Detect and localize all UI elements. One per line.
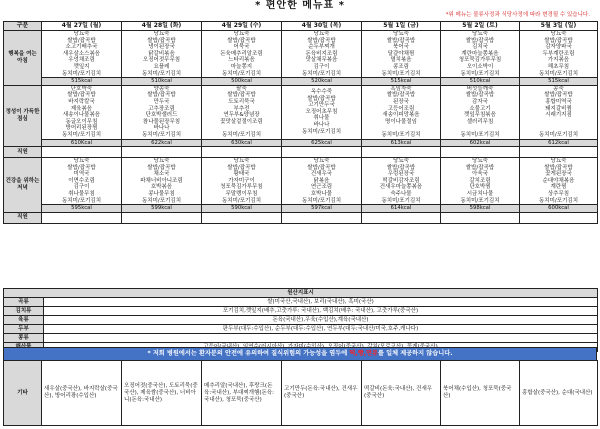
menu-item: 쌀밥/잡곡밥 bbox=[147, 92, 176, 99]
menu-item: 계란찜 bbox=[550, 184, 567, 191]
menu-item: 동치미/포기김치 bbox=[141, 197, 182, 204]
menu-item: 고등어조림 bbox=[387, 105, 415, 112]
menu-item: 당뇨죽 bbox=[472, 31, 488, 37]
kcal-value: 600kcal bbox=[520, 205, 598, 213]
menu-item: 쌀밥/잡곡밥 bbox=[227, 164, 256, 171]
menu-item: 감자양파국 bbox=[545, 44, 572, 51]
menu-item: 건새우국 bbox=[310, 171, 333, 178]
menu-item: 돼지갈비찜 bbox=[545, 105, 572, 112]
etc-detail: 오징어젓(중국산), 도토리묵(중국산), 제육쌈(중국산), 너비아니(돈육:국내산) bbox=[122, 361, 202, 426]
menu-item: 계란마늘쫑볶음 bbox=[461, 50, 499, 57]
origin-detail bbox=[44, 334, 598, 343]
menu-item: 파채너비아니조림 bbox=[140, 177, 183, 184]
menu-item: 우엉채조림 bbox=[68, 57, 95, 64]
empty-cell bbox=[282, 147, 362, 158]
menu-cell bbox=[362, 158, 441, 205]
menu-item: 깻잎무침볶음 bbox=[464, 112, 496, 119]
etc-detail: 메추리알(국내산), 후랑크(돈육:국내산), 부대찌개햄(돈육:국내산), 청포묵(중국산) bbox=[202, 361, 282, 426]
menu-item: 쌀밥/잡곡밥 bbox=[67, 164, 96, 171]
menu-item: 동치미/포기김치 bbox=[301, 197, 342, 204]
banner-text: * 저희 병원에서는 환자분의 안전에 유의하여 질식위험의 가능성을 염두에 bbox=[147, 350, 348, 357]
origin-row bbox=[4, 316, 598, 325]
menu-item: 당뇨죽 bbox=[73, 31, 90, 37]
meal-row bbox=[4, 85, 598, 139]
menu-item: 바지락칼국 bbox=[68, 98, 95, 105]
header-row bbox=[4, 22, 598, 31]
day-header: 5월 2일 (토) bbox=[441, 22, 520, 31]
menu-item: 당뇨죽 bbox=[153, 31, 170, 37]
menu-item: 김구이 bbox=[313, 63, 330, 70]
meal-label: 행복을 여는 아침 bbox=[4, 31, 42, 86]
section-header: 구분 bbox=[4, 22, 42, 31]
menu-item: 시금치나물 bbox=[466, 191, 494, 198]
page-title: * 편안한 메뉴표 * bbox=[255, 0, 345, 11]
menu-cell bbox=[520, 85, 598, 139]
menu-item: 당뇨죽 bbox=[153, 158, 170, 165]
menu-item: 김구이 bbox=[73, 184, 90, 191]
menu-item: 새송이피망볶음 bbox=[382, 112, 420, 119]
menu-item: 북어국 bbox=[393, 44, 409, 51]
kcal-value: 610Kcal bbox=[42, 139, 122, 147]
empty-cell bbox=[441, 212, 520, 223]
menu-item: 쌀밥/잡곡밥 bbox=[227, 37, 256, 44]
etc-detail: 고기만두(돈육:국내산), 건새우(중국산) bbox=[282, 361, 362, 426]
menu-item: 동치미/포기김치 bbox=[221, 70, 262, 77]
kcal-row bbox=[4, 139, 598, 147]
kcal-value: 515kcal bbox=[42, 78, 122, 86]
kcal-value: 598kcal bbox=[441, 205, 520, 213]
origin-row bbox=[4, 298, 598, 307]
empty-cell bbox=[441, 147, 520, 158]
menu-item: 동치미/포기김치 bbox=[381, 197, 421, 204]
menu-item bbox=[363, 125, 439, 132]
menu-item: 된장국 bbox=[393, 98, 409, 105]
origin-detail: 포기김치,깻잎지(배추,고춧가루: 국내산), 백김치(배추: 국내산), 고춧가루(중국산) bbox=[44, 307, 598, 316]
menu-item: 해초무침 bbox=[547, 63, 570, 70]
safety-banner bbox=[3, 347, 597, 361]
menu-cell bbox=[202, 158, 282, 205]
meal-row bbox=[4, 31, 598, 78]
kcal-value: 500kcal bbox=[202, 78, 282, 86]
menu-item: 동치미/포기김치 bbox=[381, 131, 421, 138]
menu-item: 고추장조림 bbox=[148, 105, 175, 112]
kcal-row bbox=[4, 78, 598, 86]
kcal-value: 625kcal bbox=[282, 139, 362, 147]
menu-item: 당뇨죽 bbox=[550, 158, 567, 165]
menu-cell bbox=[441, 31, 520, 78]
menu-item: 쌀밥/잡곡밥 bbox=[386, 92, 416, 99]
menu-item: 소불고기 bbox=[469, 105, 491, 112]
menu-item: 쌀밥/잡곡밥 bbox=[147, 37, 176, 44]
origin-detail: 돈육(국내산),우육(수입산),계육(국내산) bbox=[44, 316, 598, 325]
menu-cell bbox=[362, 85, 441, 139]
menu-item: 당뇨죽 bbox=[472, 158, 488, 165]
weekly-menu-table bbox=[3, 21, 598, 224]
empty-cell bbox=[282, 212, 362, 223]
menu-item: 새우살소스볶음 bbox=[62, 50, 101, 57]
empty-cell bbox=[122, 212, 202, 223]
menu-item: 당뇨죽 bbox=[313, 31, 330, 37]
origin-row bbox=[4, 307, 598, 316]
menu-item: 순대야채볶음 bbox=[542, 177, 575, 184]
menu-item: 동치미/포기김치 bbox=[460, 197, 500, 204]
menu-cell bbox=[362, 31, 441, 78]
menu-cell bbox=[42, 31, 122, 78]
menu-item: 쌀밥/잡곡밥 bbox=[307, 37, 336, 44]
origin-category: 두부 bbox=[4, 325, 44, 334]
menu-item: 채소국 bbox=[153, 171, 170, 178]
menu-item: 요플레 bbox=[153, 63, 170, 70]
menu-item: 오징어젓무무침 bbox=[142, 57, 181, 64]
menu-item: 참나물된장무침 bbox=[142, 118, 181, 125]
menu-item: 쌀밥/잡곡밥 bbox=[227, 92, 256, 99]
menu-item: 동치미/포기김치 bbox=[61, 197, 102, 204]
menu-item: 호박나물 bbox=[310, 191, 333, 198]
etc-detail: 떡갈비(돈육:국내산), 건새우(중국산) bbox=[362, 361, 441, 426]
origin-title-row bbox=[4, 289, 598, 298]
empty-cell bbox=[520, 147, 598, 158]
menu-item: 시래기지짐 bbox=[545, 112, 572, 119]
menu-item: 쌀밥/잡곡밥 bbox=[307, 164, 336, 171]
menu-item: 순두부찌개 bbox=[308, 44, 335, 51]
empty-cell bbox=[42, 147, 122, 158]
menu-item: 취나물무침 bbox=[68, 191, 95, 198]
origin-title: 원산지표시 bbox=[4, 289, 598, 298]
empty-cell bbox=[42, 212, 122, 223]
menu-item: 동치미/포기김치 bbox=[221, 197, 262, 204]
menu-item: 연근조림 bbox=[310, 184, 333, 191]
etc-row bbox=[4, 361, 598, 426]
menu-item: 돈육메추리알조림 bbox=[220, 50, 263, 57]
day-header: 4월 28일 (화) bbox=[122, 22, 202, 31]
kcal-value: 520kcal bbox=[282, 78, 362, 86]
menu-item: 건새우마늘쫑볶음 bbox=[379, 184, 423, 191]
menu-cell bbox=[202, 85, 282, 139]
empty-cell bbox=[362, 212, 441, 223]
origin-category: 곡류 bbox=[4, 298, 44, 307]
menu-item: 쌀밥/잡곡밥 bbox=[147, 164, 176, 171]
menu-item: 바나나 bbox=[313, 122, 330, 129]
kcal-value: 612kcal bbox=[520, 139, 598, 147]
banner-text-end: 를 일체 제공하지 않습니다. bbox=[377, 350, 453, 357]
empty-cell bbox=[202, 147, 282, 158]
day-header: 5월 3일 (일) bbox=[520, 22, 598, 31]
menu-item: 당뇨죽 bbox=[73, 158, 90, 165]
menu-item: 도토리묵국 bbox=[228, 98, 255, 105]
kcal-value: 622kcal bbox=[122, 139, 202, 147]
menu-cell bbox=[42, 85, 122, 139]
origin-table bbox=[3, 288, 598, 352]
origin-category: 김치류 bbox=[4, 307, 44, 316]
menu-item: 동치미/포기김치 bbox=[61, 70, 102, 77]
menu-item: 갈치조림 bbox=[469, 177, 491, 184]
menu-item: 오징어초무침 bbox=[305, 108, 338, 115]
menu-item: 멸치볶음 bbox=[390, 57, 412, 64]
etc-detail: 흥합살(중국산), 순대(국내산) bbox=[520, 361, 598, 426]
meal-label: 건강을 위하는 저녁 bbox=[4, 158, 42, 213]
menu-item: 취나물 bbox=[313, 115, 330, 122]
menu-item: 콩조림 bbox=[393, 63, 409, 70]
menu-item: 옥수수죽 bbox=[310, 89, 333, 96]
menu-item: 명이나물절임 bbox=[385, 118, 417, 125]
menu-item: 동치미/포기김치 bbox=[301, 128, 342, 135]
menu-item: 깻잎지 bbox=[73, 63, 90, 70]
staff-row bbox=[4, 212, 598, 223]
menu-item: 돈육비지조림 bbox=[305, 50, 338, 57]
menu-item: 바나나 bbox=[153, 125, 170, 132]
menu-item: 달걀야채찜 bbox=[387, 50, 415, 57]
menu-item: 만두국 bbox=[153, 98, 170, 105]
menu-item: 쌀밥/잡곡밥 bbox=[67, 92, 96, 99]
day-header: 4월 27일 (월) bbox=[42, 22, 122, 31]
menu-item: 버섯들깨죽 bbox=[466, 85, 494, 92]
menu-item: 부추전 bbox=[233, 105, 250, 112]
menu-cell bbox=[282, 31, 362, 78]
menu-item: 쌀밥/잡곡밥 bbox=[544, 164, 573, 171]
menu-item: 동글오이무침 bbox=[65, 118, 98, 125]
menu-item bbox=[521, 119, 596, 126]
kcal-value: 595kcal bbox=[42, 205, 122, 213]
empty-cell bbox=[122, 147, 202, 158]
menu-item: 닭볶음 bbox=[313, 177, 330, 184]
kcal-value: 510kcal bbox=[441, 78, 520, 86]
day-header: 5월 1일 (금) bbox=[362, 22, 441, 31]
menu-item: 동치미/포기김치 bbox=[460, 70, 500, 77]
kcal-value: 613kcal bbox=[362, 139, 441, 147]
menu-item: 냉이된장국 bbox=[148, 44, 175, 51]
menu-item: 동치미/포기김치 bbox=[141, 70, 182, 77]
kcal-value: 515kcal bbox=[362, 78, 441, 86]
menu-item: 소고기배추국 bbox=[65, 44, 98, 51]
menu-item: 당뇨죽 bbox=[233, 31, 250, 37]
kcal-value: 614kcal bbox=[362, 205, 441, 213]
menu-item: 셀러리무침 bbox=[466, 118, 494, 125]
origin-detail: 쌀(미국산,국내산), 보리(국내산), 흑미(국산) bbox=[44, 298, 598, 307]
menu-cell bbox=[202, 31, 282, 78]
menu-item: 쌀밥/잡곡밥 bbox=[386, 37, 416, 44]
menu-item: 꽃맛살겉절이조림 bbox=[220, 118, 263, 125]
empty-cell bbox=[362, 147, 441, 158]
menu-item: 동치미/포기김치 bbox=[538, 197, 579, 204]
meal-label: 직원 bbox=[4, 147, 42, 158]
menu-item: 가지볶음 bbox=[547, 57, 570, 64]
menu-item: 동치미/포기김치 bbox=[460, 131, 500, 138]
menu-item: 어묵국 bbox=[233, 44, 250, 51]
menu-cell bbox=[282, 158, 362, 205]
menu-item: 숙주나물 bbox=[390, 191, 412, 198]
menu-cell bbox=[441, 85, 520, 139]
menu-item: 당뇨죽 bbox=[393, 158, 409, 165]
menu-item: 콩나물무침 bbox=[148, 191, 175, 198]
menu-cell bbox=[441, 158, 520, 205]
menu-item: 청포묵김가루무침 bbox=[220, 184, 263, 191]
menu-item: 느타리볶음 bbox=[228, 57, 255, 64]
menu-item: 쌀밥/잡곡밥 bbox=[544, 92, 573, 99]
origin-detail: 판두부(대두:수입산), 순두부(대두:수입산), 연두부(대두:국내산/미국,호주,캐나다) bbox=[44, 325, 598, 334]
menu-item: 방어리된장찜 bbox=[65, 125, 98, 132]
origin-row bbox=[4, 325, 598, 334]
menu-item: 당뇨죽 bbox=[393, 31, 409, 37]
etc-origin-table bbox=[3, 360, 598, 426]
menu-cell bbox=[282, 85, 362, 139]
etc-detail: 새우살(중국산), 바지락살(중국산), 방어리광(수입산) bbox=[42, 361, 122, 426]
menu-cell bbox=[122, 158, 202, 205]
menu-item: 동치미/포기김치 bbox=[221, 131, 262, 138]
day-header: 4월 30일 (목) bbox=[282, 22, 362, 31]
menu-item: 쌀밥/잡곡밥 bbox=[386, 164, 416, 171]
menu-item: 흑임자죽 bbox=[390, 85, 412, 92]
menu-cell bbox=[122, 31, 202, 78]
menu-item: 단호박샐러드 bbox=[145, 112, 178, 119]
menu-item: 호박볶음 bbox=[150, 184, 173, 191]
day-header: 4월 29일 (수) bbox=[202, 22, 282, 31]
menu-item: 꽃게된장국 bbox=[545, 171, 572, 178]
origin-category: 콩류 bbox=[4, 334, 44, 343]
menu-item: 아욱국 bbox=[472, 171, 488, 178]
menu-item: 오이소박이 bbox=[466, 63, 494, 70]
banner-highlight: 떡,빵,면류 bbox=[349, 350, 378, 357]
menu-item: 쌀밥/잡곡밥 bbox=[465, 92, 495, 99]
menu-item: 당뇨죽 bbox=[550, 31, 567, 37]
origin-category: 육류 bbox=[4, 316, 44, 325]
menu-item: 동치미/포기김치 bbox=[381, 70, 421, 77]
menu-item: 동치미/포기김치 bbox=[538, 70, 579, 77]
menu-item: 황태국 bbox=[233, 171, 250, 178]
menu-item: 팥죽 bbox=[236, 85, 247, 92]
kcal-value: 590kcal bbox=[202, 205, 282, 213]
menu-item: 떡갈비감자조림 bbox=[382, 177, 420, 184]
menu-item: 우렁된장국 bbox=[387, 171, 415, 178]
menu-item: 미역국 bbox=[73, 171, 90, 178]
menu-item: 닭갈비볶음 bbox=[148, 50, 175, 57]
menu-item: 쌀밥/잡곡밥 bbox=[544, 37, 573, 44]
menu-item: 청포묵김가루무침 bbox=[458, 57, 502, 64]
menu-item: 김치국 bbox=[472, 44, 488, 51]
empty-cell bbox=[520, 212, 598, 223]
menu-item: 단호박죽 bbox=[70, 85, 93, 92]
kcal-value: 599kcal bbox=[122, 205, 202, 213]
menu-item: 동치미/포기김치 bbox=[61, 131, 102, 138]
menu-item: 연두부&양념장 bbox=[223, 112, 260, 119]
menu-cell bbox=[520, 158, 598, 205]
menu-item: 콩죽 bbox=[553, 85, 564, 92]
menu-item: 두부계란조림 bbox=[542, 50, 575, 57]
menu-item: 쌀밥/잡곡밥 bbox=[465, 37, 495, 44]
menu-item: 동치미/포기김치 bbox=[141, 131, 182, 138]
menu-item: 마늘쫑지 bbox=[230, 63, 253, 70]
kcal-value: 630kcal bbox=[202, 139, 282, 147]
staff-row bbox=[4, 147, 598, 158]
kcal-value: 602kcal bbox=[441, 139, 520, 147]
etc-label: 기타 bbox=[4, 361, 42, 426]
menu-cell bbox=[520, 31, 598, 78]
kcal-value: 597kcal bbox=[282, 205, 362, 213]
menu-item: 가자미구이 bbox=[228, 177, 255, 184]
menu-item: 양송죽 bbox=[153, 85, 170, 92]
menu-item: 쌀밥/잡곡밥 bbox=[307, 95, 336, 102]
menu-item: 동치미/포기김치 bbox=[538, 131, 579, 138]
menu-item: 흥합미역국 bbox=[545, 98, 572, 105]
meal-label: 정성이 가득한 점심 bbox=[4, 85, 42, 146]
menu-item: 무말랭이무침 bbox=[225, 191, 258, 198]
kcal-value: 515kcal bbox=[520, 78, 598, 86]
menu-item: 쌀밥/잡곡밥 bbox=[465, 164, 495, 171]
menu-item: 이면수조림 bbox=[68, 177, 95, 184]
etc-detail: 북어채(수입산), 청포묵(중국산) bbox=[441, 361, 520, 426]
menu-cell bbox=[122, 85, 202, 139]
menu-item: 제육볶음 bbox=[70, 105, 93, 112]
menu-item: 동치미/포기김치 bbox=[301, 70, 342, 77]
menu-cell bbox=[42, 158, 122, 205]
menu-item: 감자국 bbox=[472, 98, 488, 105]
menu-item bbox=[442, 125, 518, 132]
meal-row bbox=[4, 158, 598, 205]
menu-item bbox=[521, 125, 596, 132]
kcal-row bbox=[4, 205, 598, 213]
menu-item: 새송이나물볶음 bbox=[62, 112, 101, 119]
menu-item: 맛살채무볶음 bbox=[305, 57, 338, 64]
menu-item bbox=[203, 125, 280, 132]
origin-row bbox=[4, 334, 598, 343]
menu-item: 쌀밥/잡곡밥 bbox=[67, 37, 96, 44]
kcal-value: 510kcal bbox=[122, 78, 202, 86]
empty-cell bbox=[202, 212, 282, 223]
change-notice: *위 메뉴는 물류사정과 식당사정에 따라 변경될 수 있습니다. bbox=[445, 12, 590, 18]
menu-item: 상추무침 bbox=[547, 191, 570, 198]
menu-item: 고기만두국 bbox=[308, 102, 335, 109]
menu-item: 당뇨죽 bbox=[233, 158, 250, 165]
menu-item: 단호박찜 bbox=[469, 184, 491, 191]
menu-item: 당뇨죽 bbox=[313, 158, 330, 165]
meal-label: 직원 bbox=[4, 212, 42, 223]
